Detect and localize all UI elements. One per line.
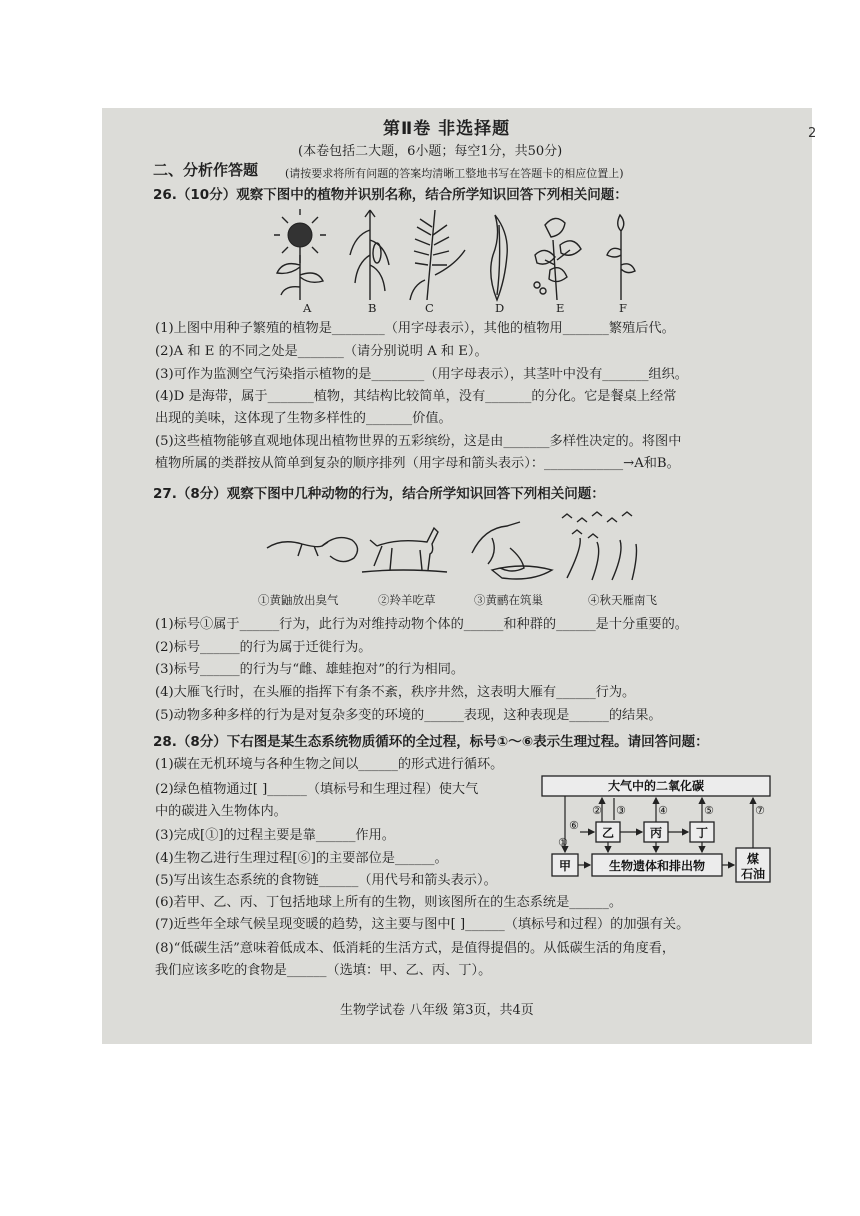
ginkgo-icon [534, 218, 581, 300]
plant-label-d: D [495, 301, 505, 315]
q27-line-1: (1)标号①属于______行为，此行为对维持动物个体的______和种群的______是十分重要的。 [155, 617, 688, 632]
corn-icon [350, 210, 389, 300]
plant-label-c: C [425, 301, 434, 315]
part-subtitle: (本卷包括二大题，6小题；每空1分，共50分) [298, 144, 563, 159]
q26-line-4: (4)D 是海带，属于_______植物，其结构比较简单，没有_______的分化。它是餐桌上经常 [155, 389, 677, 404]
q27-line-2: (2)标号______的行为属于迁徙行为。 [155, 640, 372, 655]
q28-line-8: (7)近些年全球气候呈现变暖的趋势，这主要与图中[ ]______（填标号和过程）的加强有关。 [155, 917, 690, 932]
q28-line-5: (4)生物乙进行生理过程[⑥]的主要部位是______。 [155, 851, 448, 866]
animals-figure [262, 508, 662, 588]
q27-line-3: (3)标号______的行为与“雌、雄蛙抱对”的行为相同。 [155, 662, 465, 677]
animal-caption-1: ①黄鼬放出臭气 [258, 593, 339, 607]
plant-label-f: F [619, 301, 627, 315]
q27-line-4: (4)大雁飞行时，在头雁的指挥下有条不紊，秩序井然，这表明大雁有______行为。 [155, 685, 636, 700]
q26-line-5: 出现的美味，这体现了生物多样性的_______价值。 [155, 411, 452, 426]
q28-line-1: (1)碳在无机环境与各种生物之间以______的形式进行循环。 [155, 757, 504, 772]
plant-label-a: A [303, 301, 312, 315]
q28-line-9: (8)“低碳生活”意味着低成本、低消耗的生活方式，是值得提倡的。从低碳生活的角度看， [155, 941, 676, 956]
fern-icon [410, 210, 465, 300]
fossil-top-label: 煤 [746, 852, 760, 866]
num-7: ⑦ [755, 804, 765, 817]
node-yi-label: 乙 [601, 826, 615, 840]
num-6: ⑥ [569, 819, 579, 832]
q26-line-7: 植物所属的类群按从简单到复杂的顺序排列（用字母和箭头表示）：____________→A和B。 [155, 456, 680, 471]
q28-line-6: (5)写出该生态系统的食物链______（用代号和箭头表示）。 [155, 873, 497, 888]
q26-line-6: (5)这些植物能够直观地体现出植物世界的五彩缤纷，这是由_______多样性决定的。将图中 [155, 434, 682, 449]
q28-line-4: (3)完成[①]的过程主要是靠______作用。 [155, 828, 395, 843]
weasel-icon [267, 538, 358, 562]
oriole-icon [472, 522, 552, 579]
antelope-icon [362, 528, 447, 572]
kelp-icon [491, 215, 508, 300]
animal-caption-2: ②羚羊吃草 [378, 593, 436, 607]
fossil-bottom-label: 石油 [740, 867, 766, 881]
remains-label: 生物遗体和排出物 [608, 859, 706, 873]
plant-label-e: E [556, 301, 565, 315]
animal-caption-3: ③黄鹂在筑巢 [474, 593, 543, 607]
num-4: ④ [658, 804, 668, 817]
q27-line-5: (5)动物多种多样的行为是对复杂多变的环境的______表现，这种表现是______的结果。 [155, 708, 662, 723]
sunflower-icon [274, 209, 326, 300]
section-note: (请按要求将所有问题的答案均清晰工整地书写在答题卡的相应位置上) [285, 167, 624, 180]
q28-line-7: (6)若甲、乙、丙、丁包括地球上所有的生物，则该图所在的生态系统是______。 [155, 895, 623, 910]
q28-line-10: 我们应该多吃的食物是______（选填：甲、乙、丙、丁）。 [155, 963, 492, 978]
node-ding-label: 丁 [695, 826, 709, 840]
num-2: ② [592, 804, 602, 817]
section-heading: 二、分析作答题 [153, 161, 259, 179]
wild-geese-icon [562, 512, 637, 580]
moss-icon [607, 215, 635, 300]
node-bing-label: 丙 [649, 826, 663, 840]
page-footer: 生物学试卷 八年级 第3页，共4页 [340, 1003, 534, 1018]
q28-line-2: (2)绿色植物通过[ ]______（填标号和生理过程）使大气 [155, 782, 479, 797]
num-3: ③ [616, 804, 626, 817]
q26-line-1: (1)上图中用种子繁殖的植物是________（用字母表示），其他的植物用_______繁殖后代。 [155, 321, 675, 336]
q27-stem: 27.（8分）观察下图中几种动物的行为，结合所学知识回答下列相关问题： [153, 486, 605, 502]
num-1: ① [558, 836, 568, 849]
co2-label: 大气中的二氧化碳 [607, 779, 705, 793]
part-title: 第Ⅱ卷 非选择题 [383, 119, 511, 139]
q28-stem: 28.（8分）下右图是某生态系统物质循环的全过程，标号①～⑥表示生理过程。请回答问题： [153, 734, 709, 750]
q26-line-3: (3)可作为监测空气污染指示植物的是________（用字母表示），其茎叶中没有_______组织。 [155, 367, 688, 382]
page-edge-number: 2 [808, 126, 817, 141]
node-jia-label: 甲 [558, 859, 572, 873]
plant-label-b: B [368, 301, 377, 315]
animal-caption-4: ④秋天雁南飞 [588, 593, 657, 607]
q26-stem: 26.（10分）观察下图中的植物并识别名称，结合所学知识回答下列相关问题： [153, 187, 628, 203]
plants-figure [265, 205, 645, 305]
q28-line-3: 中的碳进入生物体内。 [155, 804, 287, 819]
num-5: ⑤ [704, 804, 714, 817]
q26-line-2: (2)A 和 E 的不同之处是_______（请分别说明 A 和 E）。 [155, 344, 488, 359]
carbon-cycle-diagram [540, 774, 772, 884]
